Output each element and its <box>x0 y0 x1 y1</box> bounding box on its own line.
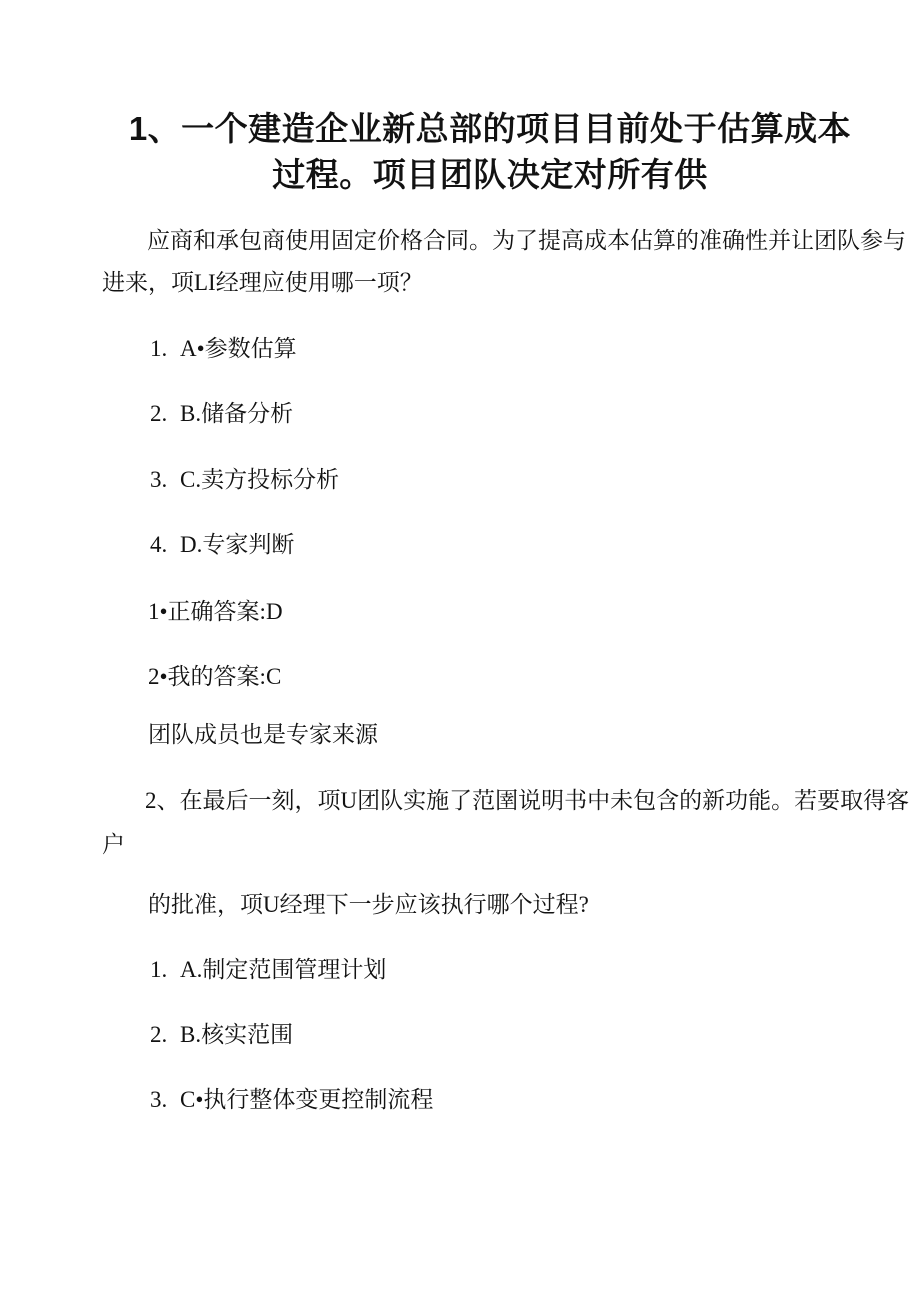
option-number: 4. <box>150 532 168 557</box>
question-2-intro-line-2: 户 <box>102 832 125 857</box>
question-1-option <box>150 334 297 364</box>
option-number: 2. <box>150 1022 168 1047</box>
question-2-option <box>150 1020 293 1050</box>
option-label: B.储备分析 <box>180 401 294 426</box>
question-2-option <box>150 1085 433 1115</box>
option-number: 2. <box>150 401 168 426</box>
question-2-intro-continued: 的批准，项U经理下一步应该执行哪个过程? <box>148 892 589 917</box>
question-1-intro-line-2: 进来，项LI经理应使用哪一项？ <box>102 270 423 295</box>
question-1-title-line-2: 过程。项目团队决定对所有供 <box>272 156 708 193</box>
question-1-my-answer: 2•我的答案:C <box>148 664 282 689</box>
option-number: 3. <box>150 1087 168 1112</box>
option-label: D.专家判断 <box>180 532 295 557</box>
question-1-answer-note: 团队成员也是专家来源 <box>148 722 378 747</box>
question-1-intro-line-1: 应商和承包商使用固定价格合同。为了提高成本佔算的准确性并让团队参与 <box>147 228 906 253</box>
option-label: A.制定范围管理计划 <box>180 957 387 982</box>
question-2-option <box>150 955 386 985</box>
question-1-option <box>150 399 293 429</box>
option-label: A•参数估算 <box>180 336 297 361</box>
question-1-option <box>150 530 294 560</box>
question-1-title <box>60 106 920 198</box>
option-label: B.核实范围 <box>180 1022 294 1047</box>
option-number: 1. <box>150 957 168 982</box>
question-1-title-line-1: 1、一个建造企业新总部的项目目前处于估算成本 <box>128 110 852 147</box>
option-number: 3. <box>150 467 168 492</box>
question-1-correct-answer: 1•正确答案:D <box>148 599 283 624</box>
question-2-intro-line-1: 2、在最后一刻，项U团队实施了范圉说明书中未包含的新功能。若要取得客 <box>145 788 910 813</box>
question-1-option <box>150 465 339 495</box>
option-label: C.卖方投标分析 <box>180 467 340 492</box>
option-label: C•执行整体变更控制流程 <box>180 1087 434 1112</box>
option-number: 1. <box>150 336 168 361</box>
